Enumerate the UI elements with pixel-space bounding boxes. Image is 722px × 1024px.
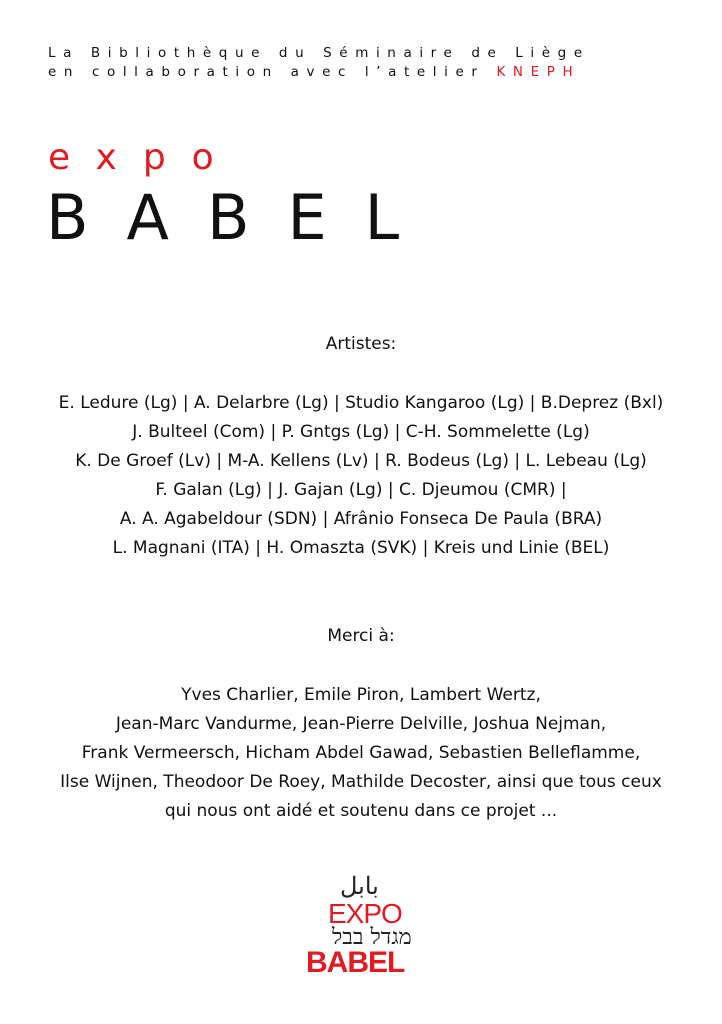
atelier-name: KNEPH (496, 64, 581, 80)
thanks-row: qui nous ont aidé et soutenu dans ce projet ... (164, 801, 558, 821)
intro-line-1: La Bibliothèque du Séminaire de Liège (48, 45, 590, 61)
artists-row: F. Galan (Lg) | J. Gajan (Lg) | C. Djeumou (CMR) | (155, 480, 567, 500)
thanks-list (0, 681, 722, 826)
intro-text (48, 44, 688, 82)
artists-heading: Artistes: (325, 334, 397, 354)
intro-line-2 (48, 63, 688, 82)
expo-babel-logo (300, 872, 428, 979)
thanks-row: Yves Charlier, Emile Piron, Lambert Wertz, (181, 685, 541, 705)
logo-hebrew-text: מגדל בבל (332, 925, 412, 950)
thanks-heading: Merci à: (327, 626, 395, 646)
title-babel: BABEL (46, 181, 438, 254)
artists-list (0, 389, 722, 563)
logo-expo-text: EXPO (328, 898, 402, 929)
artists-row: L. Magnani (ITA) | H. Omaszta (SVK) | Kreis und Linie (BEL) (112, 538, 610, 558)
logo-babel-text: BABEL (306, 946, 405, 979)
artists-row: K. De Groef (Lv) | M-A. Kellens (Lv) | R. Bodeus (Lg) | L. Lebeau (Lg) (75, 451, 647, 471)
artists-row: A. A. Agabeldour (SDN) | Afrânio Fonseca De Paula (BRA) (119, 509, 603, 529)
title-expo: expo (48, 137, 240, 178)
thanks-row: Jean-Marc Vandurme, Jean-Pierre Delville, Joshua Nejman, (115, 714, 607, 734)
intro-line-2-text: en collaboration avec l’atelier (48, 64, 497, 80)
artists-row: J. Bulteel (Com) | P. Gntgs (Lg) | C-H. Sommelette (Lg) (132, 422, 590, 442)
thanks-row: Ilse Wijnen, Theodoor De Roey, Mathilde Decoster, ainsi que tous ceux (60, 772, 662, 792)
thanks-row: Frank Vermeersch, Hicham Abdel Gawad, Sebastien Belleflamme, (81, 743, 641, 763)
logo-arabic-text: بابل (340, 872, 379, 900)
artists-row: E. Ledure (Lg) | A. Delarbre (Lg) | Studio Kangaroo (Lg) | B.Deprez (Bxl) (58, 393, 664, 413)
